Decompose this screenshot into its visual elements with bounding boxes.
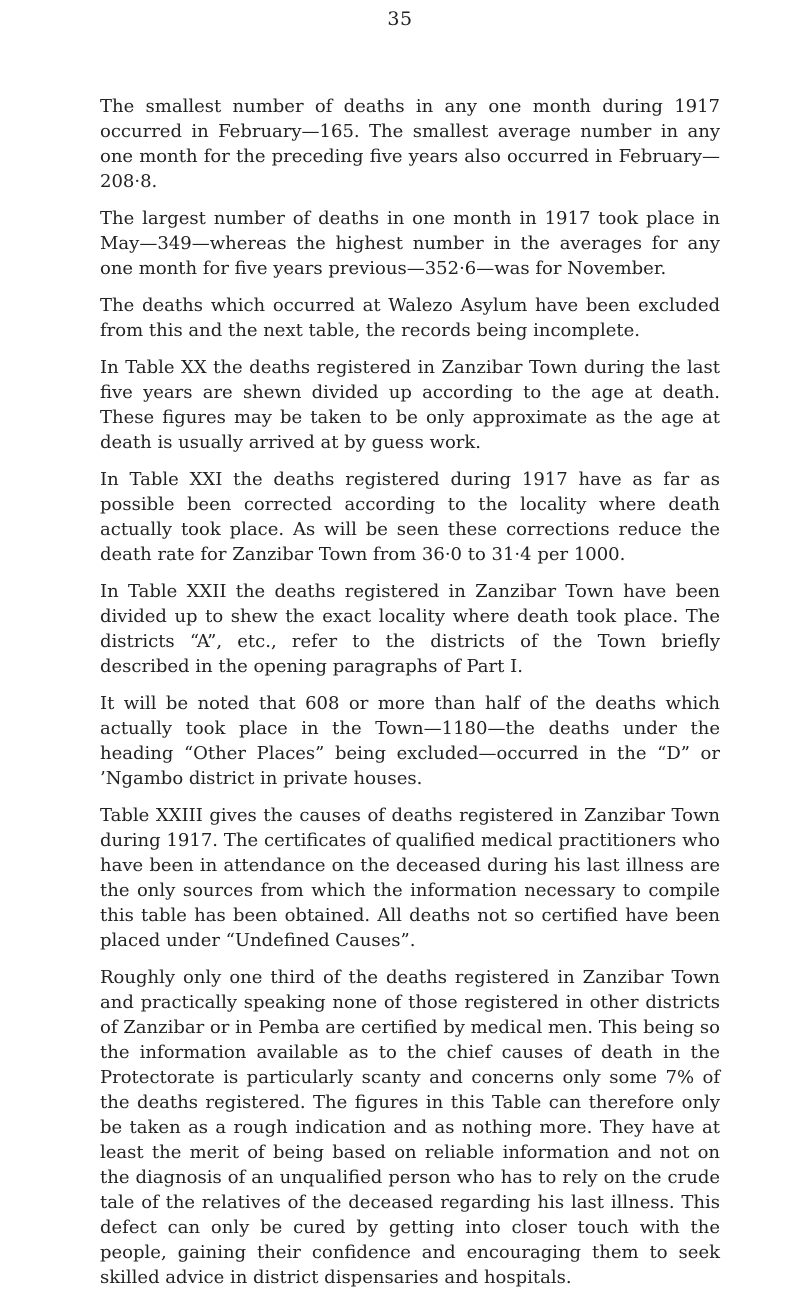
paragraph-table-xxi: In Table XXI the deaths registered during 1917 have as far as possible been corrected according to the locality where death actually took place. As will be seen these corrections reduce the death rate for Zanzibar Town from 36·0 to 31·4 per 1000. — [100, 469, 720, 565]
paragraph-largest-deaths: The largest number of deaths in one month in 1917 took place in May—349—whereas the highest number in the averages for any one month for five years previous—352·6—was for November. — [100, 208, 720, 279]
paragraph-walezo-asylum: The deaths which occurred at Walezo Asylum have been excluded from this and the next table, the records being incomplete. — [100, 295, 720, 341]
paragraph-table-xxii: In Table XXII the deaths registered in Zanzibar Town have been divided up to shew the exact locality where death took place. The districts “A”, etc., refer to the districts of the Town briefly described in the opening paragraphs of Part I. — [100, 581, 720, 677]
paragraph-ngambo-district: It will be noted that 608 or more than half of the deaths which actually took place in the Town—1180—the deaths under the heading “Other Places” being excluded—occurred in the “D” or ’Ngambo district in private houses. — [100, 693, 720, 789]
paragraph-table-xxiii: Table XXIII gives the causes of deaths registered in Zanzibar Town during 1917. The certificates of qualified medical practitioners who have been in attendance on the deceased during his last illness are the only sources from which the information necessary to compile this table has been obtained. All deaths not so certified have been placed under “Undefined Causes”. — [100, 805, 720, 951]
paragraph-certified-deaths: Roughly only one third of the deaths registered in Zanzibar Town and practically speaking none of those registered in other districts of Zanzibar or in Pemba are certified by medical men. This being so the information available as to the chief causes of death in the Protectorate is particularly scanty and concerns only some 7% of the deaths registered. The figures in this Table can therefore only be taken as a rough indication and as nothing more. They have at least the merit of being based on reliable information and not on the diagnosis of an unqualified person who has to rely on the crude tale of the relatives of the deceased regarding his last illness. This defect can only be cured by getting into closer touch with the people, gaining their confidence and encouraging them to seek skilled advice in district dispensaries and hospitals. — [100, 967, 720, 1288]
paragraph-smallest-deaths: The smallest number of deaths in any one month during 1917 occurred in February—165. The smallest average number in any one month for the preceding five years also occurred in February—208·8. — [100, 96, 720, 192]
page-number: 35 — [387, 8, 413, 30]
body-text — [100, 94, 720, 1302]
paragraph-table-xx: In Table XX the deaths registered in Zanzibar Town during the last five years are shewn divided up according to the age at death. These figures may be taken to be only approximate as the age at death is usually arrived at by guess work. — [100, 357, 720, 453]
